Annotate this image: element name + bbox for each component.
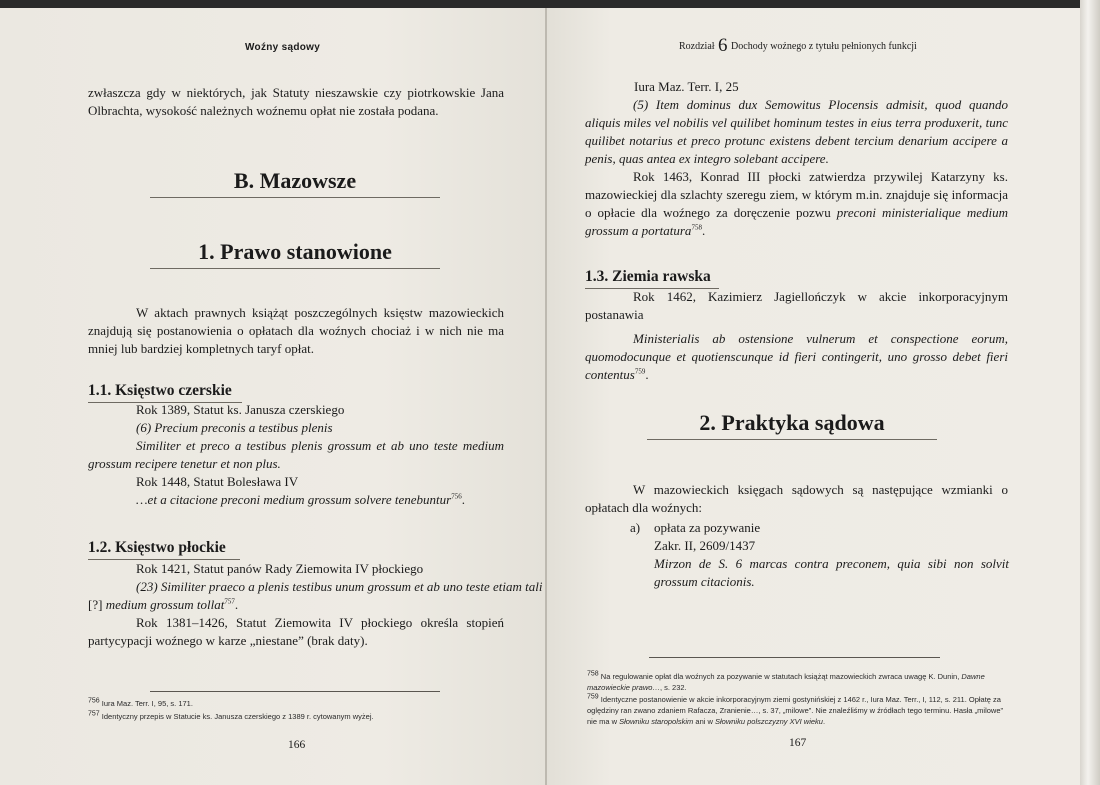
paragraph-aktach: W aktach prawnych książąt poszczególnych księstw mazowieckich znajdują się postanowienia o opłatach dla woźnych chociaż i w nich nie ma mniej lub bardziej kompletnych taryf opłat. [88, 305, 504, 356]
section-heading-mazowsze: B. Mazowsze [150, 168, 440, 198]
quote-similiter: Similiter et preco a testibus plenis grossum et ab uno teste medium grossum recipere tenetur et non plus. [88, 438, 504, 471]
quote-item-dominus: (5) Item dominus dux Semowitus Plocensis admisit, quod quando aliquis miles vel nobilis vel quilibet hominum testes in eius terra produxerit, tunc quilibet notarius et preco protunc existens debent tercium denarium accipere a penis, quas antea ex integro solebant accipere. [585, 97, 1008, 166]
quote-line: …et a citacione preconi medium grossum solvere tenebuntur$^{756}$. [136, 492, 465, 507]
footnote-758: $^{758}$ Na regulowanie opłat dla woźnych za pozywanie w statutach książąt mazowieckich zwraca uwagę K. Dunin, Dawne mazowieckie prawo…, s. 232. [587, 670, 985, 692]
footnote-separator [150, 691, 440, 692]
quote-line: [?] medium grossum tollat$^{757}$. [88, 597, 239, 612]
footnote-ref[interactable]: 759 [634, 367, 646, 376]
page-number: 167 [789, 737, 807, 749]
running-header: Rozdział 6 Dochody woźnego z tytułu pełnionych funkcji [679, 35, 917, 56]
text-line: Zakr. II, 2609/1437 [654, 538, 756, 553]
subheading-rawska: 1.3. Ziemia rawska [585, 268, 719, 289]
quote-line: (6) Precium preconis a testibus plenis [136, 420, 333, 435]
paragraph-rok-1463: Rok 1463, Konrad III płocki zatwierdza przywilej Katarzyny ks. mazowieckiej dla szlachty szeregu ziem, w którym m.in. znajduje się informacja o opłacie dla woźnego za doręczenie pozwu preconi ministerialique medium grossum a portatura$^{758}$. [585, 169, 1008, 238]
footnote-759: $^{759}$ Identyczne postanowienie w akcie inkorporacyjnym ziemi gostynińskiej z 1462 r., Iura Maz. Terr., I, 112, s. 211. Opłatę za oględziny ran zwano zdaniem Rafacza, Zranienie…, s. 37, „milowe”. Nie znaleźliśmy w źródłach tego terminu. Hasła „milowe” nie ma w Słowniku staropolskim ani w Słowniku polszczyzny XVI wieku. [587, 693, 1003, 726]
book-edge [1080, 0, 1100, 785]
subheading-plockie: 1.2. Księstwo płockie [88, 539, 240, 560]
section-heading-prawo-stanowione: 1. Prawo stanowione [150, 239, 440, 269]
right-page [547, 8, 1080, 785]
section-heading-praktyka: 2. Praktyka sądowa [647, 410, 937, 440]
subheading-czerskie: 1.1. Księstwo czerskie [88, 382, 242, 403]
text-line: Iura Maz. Terr. I, 25 [634, 79, 739, 94]
paragraph-rok-1381: Rok 1381–1426, Statut Ziemowita IV płockiego określa stopień partycypacji woźnego w karze „niestane” (brak daty). [88, 615, 504, 648]
running-header: Woźny sądowy [245, 42, 321, 53]
text-line: Rok 1389, Statut ks. Janusza czerskiego [136, 402, 345, 417]
list-item: a) opłata za pozywanie [630, 520, 761, 535]
quote-mirzon: Mirzon de S. 6 marcas contra preconem, quia sibi non solvit grossum citacionis. [654, 556, 1009, 589]
footnote-757: $^{757}$ Identyczny przepis w Statucie ks. Janusza czerskiego z 1389 r. cytowanym wyżej. [88, 710, 374, 721]
quote-ministerialis: Ministerialis ab ostensione vulnerum et conspectione eorum, quomodocunque et quotienscunque id fieri contingerit, uno grosso debet fieri contentus$^{759}$. [585, 331, 1008, 382]
intro-paragraph: zwłaszcza gdy w niektórych, jak Statuty nieszawskie czy piotrkowskie Jana Olbrachta, wysokość należnych woźnemu opłat nie została podana. [88, 85, 504, 118]
left-page [0, 8, 545, 785]
footnote-756: $^{756}$ Iura Maz. Terr. I, 95, s. 171. [88, 697, 193, 708]
quote-line: (23) Similiter praeco a plenis testibus unum grossum et ab uno teste etiam tali [136, 579, 543, 594]
paragraph-mazowieckich: W mazowieckich księgach sądowych są następujące wzmianki o opłatach dla woźnych: [585, 482, 1008, 515]
text-line: Rok 1421, Statut panów Rady Ziemowita IV płockiego [136, 561, 424, 576]
footnote-ref[interactable]: 757 [224, 597, 235, 606]
footnote-ref[interactable]: 756 [451, 492, 462, 501]
footnote-separator [649, 657, 940, 658]
paragraph-rok-1462: Rok 1462, Kazimierz Jagiellończyk w akcie inkorporacyjnym postanawia [585, 289, 1008, 322]
text-line: Rok 1448, Statut Bolesława IV [136, 474, 299, 489]
footnote-ref[interactable]: 758 [691, 223, 702, 232]
page-number: 166 [288, 739, 306, 751]
